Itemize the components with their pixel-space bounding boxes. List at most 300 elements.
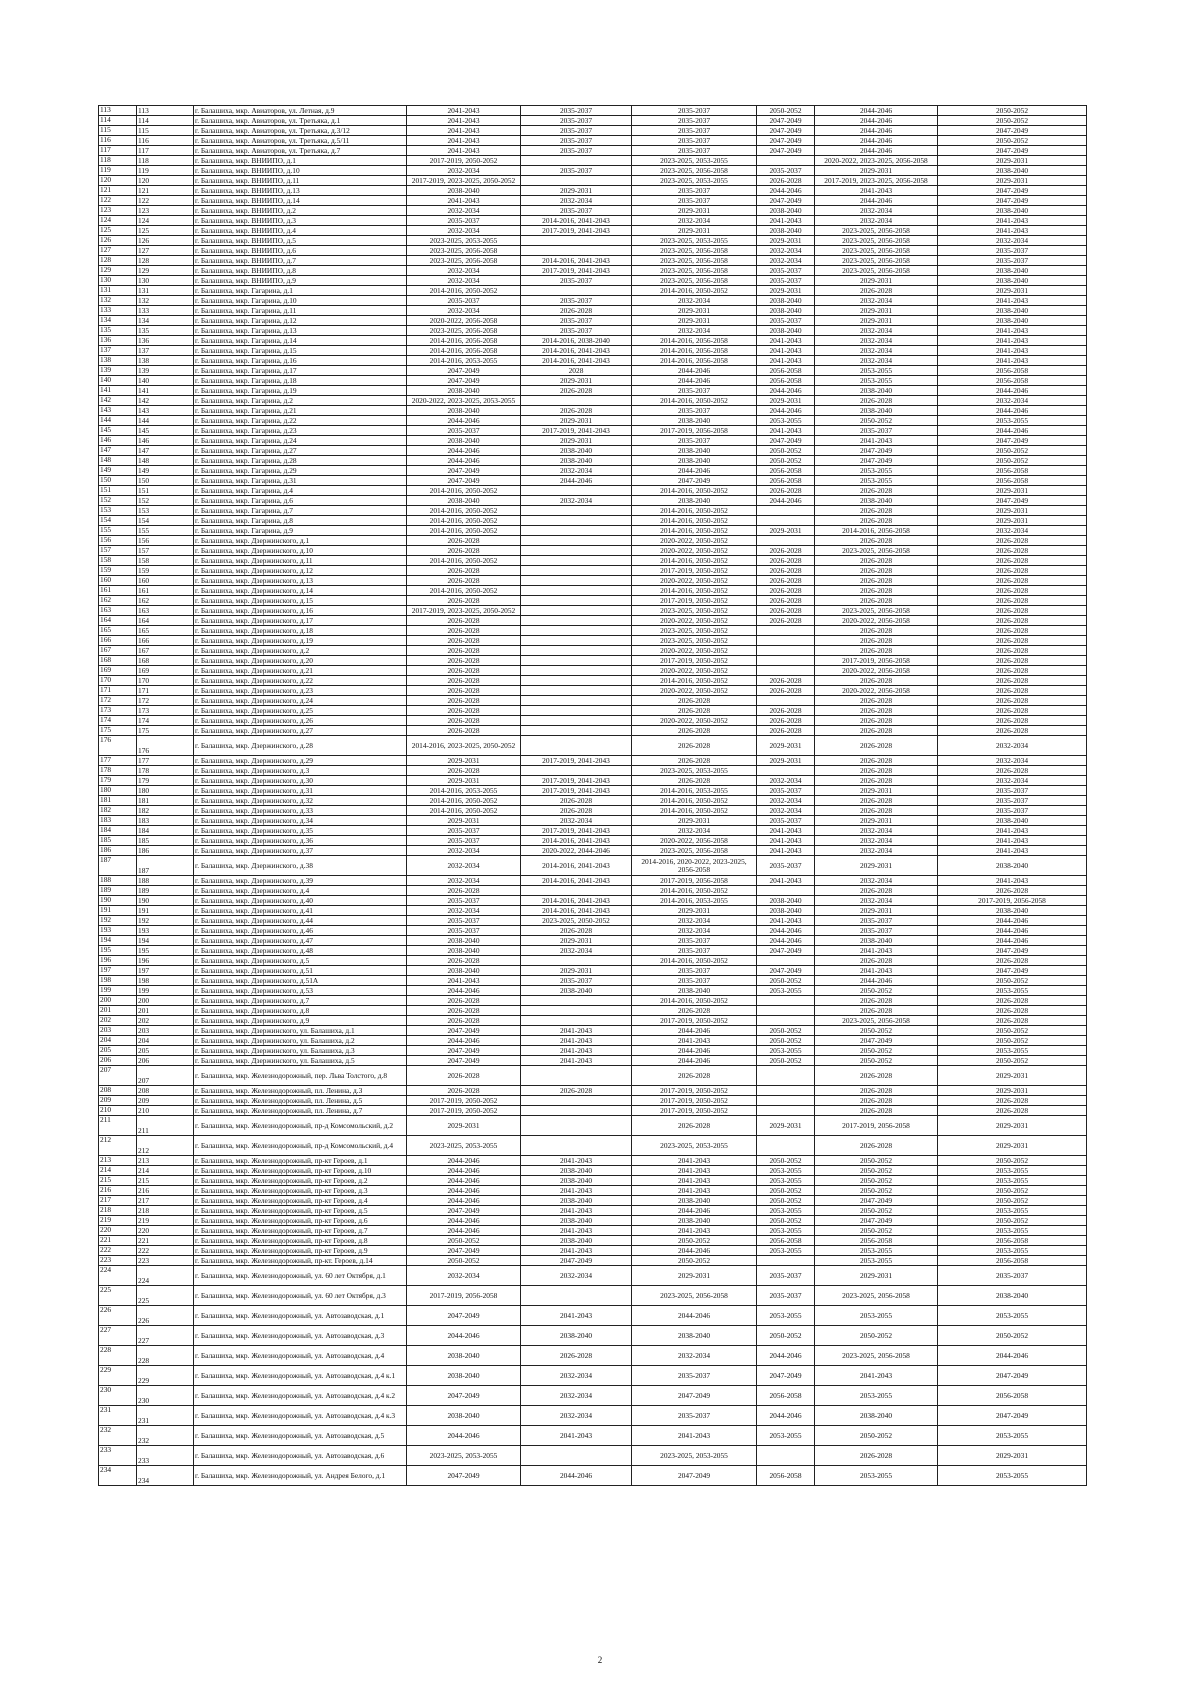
cell-period-e: 2044-2046 [815,146,938,156]
cell-period-b: 2035-2037 [521,136,632,146]
cell-period-b: 2014-2016, 2041-2043 [521,906,632,916]
cell-address: г. Балашиха, мкр. Дзержинского, д.10 [194,546,407,556]
cell-row-index: 146 [99,436,137,446]
cell-record-number: 219 [137,1216,194,1226]
cell-record-number: 172 [137,696,194,706]
cell-record-number: 203 [137,1026,194,1036]
cell-period-b: 2032-2034 [521,1366,632,1386]
cell-address: г. Балашиха, мкр. Дзержинского, д.2 [194,646,407,656]
cell-row-index: 159 [99,566,137,576]
cell-record-number: 162 [137,596,194,606]
cell-row-index: 119 [99,166,137,176]
table-row [99,1116,1087,1136]
cell-period-a: 2038-2040 [407,436,521,446]
cell-address: г. Балашиха, мкр. Железнодорожный, ул. Автозаводская, д.3 [194,1326,407,1346]
cell-row-index: 222 [99,1246,137,1256]
cell-period-a: 2026-2028 [407,596,521,606]
cell-period-f: 2026-2028 [938,636,1087,646]
cell-period-f: 2029-2031 [938,286,1087,296]
cell-period-e: 2029-2031 [815,166,938,176]
cell-address: г. Балашиха, мкр. Дзержинского, д.16 [194,606,407,616]
cell-period-e: 2044-2046 [815,136,938,146]
cell-period-f: 2041-2043 [938,876,1087,886]
cell-period-a: 2014-2016, 2050-2052 [407,556,521,566]
cell-period-f: 2038-2040 [938,206,1087,216]
cell-period-b [521,246,632,256]
table-row [99,1166,1087,1176]
table-row [99,986,1087,996]
table-row [99,506,1087,516]
table-row [99,336,1087,346]
cell-period-b [521,706,632,716]
cell-record-number: 159 [137,566,194,576]
cell-period-c: 2023-2025, 2056-2058 [632,846,757,856]
cell-period-f: 2050-2052 [938,106,1087,116]
cell-period-c: 2047-2049 [632,1386,757,1406]
cell-period-a: 2014-2016, 2050-2052 [407,516,521,526]
cell-period-e: 2023-2025, 2056-2058 [815,256,938,266]
table-row [99,156,1087,166]
cell-period-f: 2050-2052 [938,116,1087,126]
cell-record-number: 204 [137,1036,194,1046]
cell-period-b [521,586,632,596]
table-row [99,546,1087,556]
cell-record-number: 124 [137,216,194,226]
cell-record-number: 198 [137,976,194,986]
cell-period-e: 2017-2019, 2023-2025, 2056-2058 [815,176,938,186]
cell-address: г. Балашиха, мкр. Дзержинского, д.17 [194,616,407,626]
cell-address: г. Балашиха, мкр. Железнодорожный, пр-кт Героев, д.8 [194,1236,407,1246]
cell-address: г. Балашиха, мкр. Авиаторов, ул. Третьяка, д.5/11 [194,136,407,146]
cell-period-a: 2026-2028 [407,996,521,1006]
cell-period-a: 2023-2025, 2053-2055 [407,1446,521,1466]
cell-period-d: 2044-2046 [757,1346,815,1366]
cell-period-d: 2035-2037 [757,856,815,876]
cell-address: г. Балашиха, мкр. Железнодорожный, пл. Ленина, д.3 [194,1086,407,1096]
cell-record-number: 164 [137,616,194,626]
cell-period-c: 2026-2028 [632,726,757,736]
cell-period-b [521,1286,632,1306]
cell-record-number: 140 [137,376,194,386]
cell-period-c: 2014-2016, 2056-2058 [632,356,757,366]
table-row [99,1246,1087,1256]
cell-period-f: 2026-2028 [938,956,1087,966]
cell-period-c: 2020-2022, 2050-2052 [632,686,757,696]
cell-row-index: 233 [99,1446,137,1466]
cell-row-index: 158 [99,556,137,566]
cell-period-d: 2038-2040 [757,206,815,216]
cell-address: г. Балашиха, мкр. Гагарина, д.9 [194,526,407,536]
cell-row-index: 205 [99,1046,137,1056]
cell-period-f: 2032-2034 [938,526,1087,536]
cell-period-d: 2041-2043 [757,826,815,836]
cell-period-b [521,726,632,736]
cell-period-c: 2023-2025, 2050-2052 [632,606,757,616]
table-row [99,266,1087,276]
table-row [99,766,1087,776]
cell-period-b: 2032-2034 [521,1266,632,1286]
cell-period-a: 2017-2019, 2050-2052 [407,156,521,166]
cell-period-e: 2044-2046 [815,976,938,986]
cell-period-f: 2026-2028 [938,546,1087,556]
cell-period-b: 2026-2028 [521,306,632,316]
cell-period-c: 2035-2037 [632,936,757,946]
table-row [99,976,1087,986]
cell-period-b [521,1016,632,1026]
cell-period-d: 2026-2028 [757,686,815,696]
table-row [99,516,1087,526]
cell-period-a: 2017-2019, 2056-2058 [407,1286,521,1306]
cell-period-a: 2020-2022, 2056-2058 [407,316,521,326]
cell-period-a: 2014-2016, 2056-2058 [407,336,521,346]
cell-address: г. Балашиха, мкр. Дзержинского, ул. Балашиха, д.2 [194,1036,407,1046]
cell-record-number: 195 [137,946,194,956]
cell-record-number: 180 [137,786,194,796]
cell-period-f: 2056-2058 [938,466,1087,476]
cell-row-index: 201 [99,1006,137,1016]
register-table-container [98,105,1086,1486]
cell-period-f: 2026-2028 [938,576,1087,586]
cell-period-f: 2035-2037 [938,1266,1087,1286]
cell-period-f: 2035-2037 [938,246,1087,256]
cell-period-d: 2050-2052 [757,106,815,116]
cell-period-c: 2035-2037 [632,436,757,446]
cell-period-e: 2023-2025, 2056-2058 [815,266,938,276]
cell-period-e: 2053-2055 [815,466,938,476]
cell-row-index: 150 [99,476,137,486]
cell-period-f: 2044-2046 [938,936,1087,946]
cell-period-b [521,736,632,756]
cell-row-index: 155 [99,526,137,536]
cell-period-f: 2026-2028 [938,726,1087,736]
cell-record-number: 136 [137,336,194,346]
table-body [99,106,1087,1486]
cell-period-f: 2038-2040 [938,1286,1087,1306]
cell-row-index: 216 [99,1186,137,1196]
cell-period-e: 2050-2052 [815,1166,938,1176]
cell-period-b: 2038-2040 [521,1176,632,1186]
cell-row-index: 173 [99,706,137,716]
cell-address: г. Балашиха, мкр. Железнодорожный, пр-кт Героев, д.1 [194,1156,407,1166]
cell-period-f: 2050-2052 [938,1056,1087,1066]
cell-row-index: 117 [99,146,137,156]
cell-period-d [757,1136,815,1156]
cell-period-d: 2032-2034 [757,806,815,816]
cell-row-index: 124 [99,216,137,226]
cell-period-c: 2023-2025, 2053-2055 [632,1136,757,1156]
cell-address: г. Балашиха, мкр. ВНИИПО, д.7 [194,256,407,266]
cell-period-e: 2026-2028 [815,576,938,586]
cell-period-a: 2026-2028 [407,636,521,646]
table-row [99,606,1087,616]
cell-record-number: 137 [137,346,194,356]
cell-period-c: 2014-2016, 2050-2052 [632,996,757,1006]
cell-address: г. Балашиха, мкр. Дзержинского, д.29 [194,756,407,766]
cell-period-c: 2026-2028 [632,706,757,716]
cell-period-c: 2035-2037 [632,1366,757,1386]
table-row [99,796,1087,806]
cell-period-d [757,766,815,776]
cell-period-c: 2038-2040 [632,1196,757,1206]
cell-period-c: 2017-2019, 2050-2052 [632,1086,757,1096]
cell-period-a: 2026-2028 [407,616,521,626]
cell-period-d: 2041-2043 [757,916,815,926]
table-row [99,116,1087,126]
cell-period-b: 2017-2019, 2041-2043 [521,756,632,766]
table-row [99,416,1087,426]
cell-period-c: 2035-2037 [632,146,757,156]
cell-period-a: 2029-2031 [407,816,521,826]
cell-address: г. Балашиха, мкр. ВНИИПО, д.11 [194,176,407,186]
cell-row-index: 135 [99,326,137,336]
cell-period-e: 2050-2052 [815,1156,938,1166]
cell-period-b [521,176,632,186]
cell-address: г. Балашиха, мкр. Дзержинского, д.25 [194,706,407,716]
cell-period-f: 2026-2028 [938,686,1087,696]
cell-period-f: 2047-2049 [938,196,1087,206]
cell-period-d: 2047-2049 [757,196,815,206]
cell-address: г. Балашиха, мкр. ВНИИПО, д.8 [194,266,407,276]
table-row [99,1106,1087,1116]
cell-period-b: 2026-2028 [521,1086,632,1096]
cell-row-index: 136 [99,336,137,346]
cell-period-b: 2029-2031 [521,376,632,386]
cell-address: г. Балашиха, мкр. Гагарина, д.1 [194,286,407,296]
cell-period-f: 2047-2049 [938,496,1087,506]
cell-period-d: 2047-2049 [757,1366,815,1386]
cell-period-f: 2056-2058 [938,376,1087,386]
cell-period-c: 2035-2037 [632,116,757,126]
table-row [99,1016,1087,1026]
cell-period-c: 2044-2046 [632,1056,757,1066]
cell-record-number: 187 [137,856,194,876]
table-row [99,446,1087,456]
cell-period-f: 2038-2040 [938,276,1087,286]
page-number: 2 [597,1655,603,1665]
cell-address: г. Балашиха, мкр. ВНИИПО, д.2 [194,206,407,216]
cell-period-d: 2056-2058 [757,376,815,386]
cell-period-b [521,526,632,536]
cell-address: г. Балашиха, мкр. Дзержинского, д.31 [194,786,407,796]
cell-period-f: 2041-2043 [938,356,1087,366]
cell-period-a: 2032-2034 [407,306,521,316]
cell-period-a: 2014-2016, 2050-2052 [407,486,521,496]
cell-period-f: 2053-2055 [938,1226,1087,1236]
cell-address: г. Балашиха, мкр. Гагарина, д.8 [194,516,407,526]
cell-period-c: 2014-2016, 2050-2052 [632,586,757,596]
cell-period-a: 2044-2046 [407,1036,521,1046]
cell-period-a: 2032-2034 [407,166,521,176]
cell-period-a: 2038-2040 [407,1366,521,1386]
cell-row-index: 122 [99,196,137,206]
cell-period-f: 2056-2058 [938,476,1087,486]
cell-period-a: 2038-2040 [407,1406,521,1426]
cell-address: г. Балашиха, мкр. Дзержинского, д.41 [194,906,407,916]
cell-period-e: 2026-2028 [815,1006,938,1016]
cell-period-e: 2026-2028 [815,486,938,496]
cell-record-number: 135 [137,326,194,336]
cell-period-b [521,536,632,546]
cell-period-d: 2056-2058 [757,1386,815,1406]
cell-period-a: 2044-2046 [407,1196,521,1206]
cell-row-index: 203 [99,1026,137,1036]
cell-period-a: 2026-2028 [407,626,521,636]
cell-record-number: 217 [137,1196,194,1206]
cell-period-a: 2017-2019, 2023-2025, 2050-2052 [407,176,521,186]
table-row [99,286,1087,296]
cell-address: г. Балашиха, мкр. Гагарина, д.31 [194,476,407,486]
cell-period-a: 2023-2025, 2056-2058 [407,326,521,336]
cell-period-b: 2041-2043 [521,1186,632,1196]
cell-record-number: 129 [137,266,194,276]
cell-period-c: 2023-2025, 2056-2058 [632,1286,757,1306]
cell-period-f: 2026-2028 [938,716,1087,726]
cell-period-d: 2035-2037 [757,276,815,286]
cell-address: г. Балашиха, мкр. Гагарина, д.23 [194,426,407,436]
cell-period-f: 2050-2052 [938,136,1087,146]
cell-period-f: 2032-2034 [938,736,1087,756]
cell-period-a: 2044-2046 [407,446,521,456]
cell-record-number: 128 [137,256,194,266]
cell-record-number: 221 [137,1236,194,1246]
cell-period-d: 2041-2043 [757,346,815,356]
cell-period-f: 2050-2052 [938,446,1087,456]
cell-period-a: 2035-2037 [407,426,521,436]
cell-period-a: 2047-2049 [407,1386,521,1406]
cell-row-index: 207 [99,1066,137,1086]
cell-period-c: 2035-2037 [632,386,757,396]
cell-period-a: 2026-2028 [407,646,521,656]
table-row [99,656,1087,666]
cell-period-c: 2020-2022, 2050-2052 [632,616,757,626]
cell-period-c: 2014-2016, 2050-2052 [632,396,757,406]
cell-address: г. Балашиха, мкр. Дзержинского, ул. Балашиха, д.1 [194,1026,407,1036]
cell-period-a: 2041-2043 [407,976,521,986]
cell-row-index: 228 [99,1346,137,1366]
cell-period-d: 2026-2028 [757,596,815,606]
cell-period-e: 2026-2028 [815,766,938,776]
cell-period-b: 2029-2031 [521,436,632,446]
cell-period-b: 2026-2028 [521,806,632,816]
cell-period-f: 2026-2028 [938,656,1087,666]
cell-period-a: 2029-2031 [407,756,521,766]
cell-row-index: 221 [99,1236,137,1246]
cell-period-c: 2041-2043 [632,1186,757,1196]
cell-period-d [757,1086,815,1096]
table-row [99,706,1087,716]
cell-period-b: 2038-2040 [521,456,632,466]
cell-row-index: 145 [99,426,137,436]
cell-record-number: 117 [137,146,194,156]
cell-row-index: 168 [99,656,137,666]
cell-period-f: 2029-2031 [938,1086,1087,1096]
table-row [99,1236,1087,1246]
cell-period-c: 2029-2031 [632,206,757,216]
cell-record-number: 155 [137,526,194,536]
cell-record-number: 188 [137,876,194,886]
cell-period-c: 2026-2028 [632,736,757,756]
cell-period-d: 2053-2055 [757,1166,815,1176]
cell-period-d: 2050-2052 [757,446,815,456]
cell-period-a: 2017-2019, 2023-2025, 2050-2052 [407,606,521,616]
cell-period-c: 2017-2019, 2056-2058 [632,876,757,886]
cell-period-b: 2044-2046 [521,476,632,486]
cell-record-number: 131 [137,286,194,296]
cell-record-number: 144 [137,416,194,426]
cell-address: г. Балашиха, мкр. ВНИИПО, д.10 [194,166,407,176]
cell-period-b: 2026-2028 [521,926,632,936]
cell-record-number: 199 [137,986,194,996]
cell-period-e: 2026-2028 [815,736,938,756]
cell-period-c: 2029-2031 [632,906,757,916]
table-row [99,436,1087,446]
cell-period-d [757,1096,815,1106]
cell-record-number: 181 [137,796,194,806]
cell-period-e: 2023-2025, 2056-2058 [815,226,938,236]
cell-row-index: 193 [99,926,137,936]
cell-period-d [757,156,815,166]
cell-period-d: 2038-2040 [757,326,815,336]
cell-period-d: 2026-2028 [757,726,815,736]
cell-period-a: 2050-2052 [407,1256,521,1266]
cell-address: г. Балашиха, мкр. Дзержинского, д.51 [194,966,407,976]
cell-period-e: 2038-2040 [815,936,938,946]
cell-period-b: 2026-2028 [521,796,632,806]
cell-period-e: 2050-2052 [815,1186,938,1196]
cell-period-d: 2056-2058 [757,1236,815,1246]
cell-period-c: 2023-2025, 2053-2055 [632,1446,757,1466]
cell-period-e: 2026-2028 [815,716,938,726]
cell-period-f: 2044-2046 [938,386,1087,396]
cell-row-index: 188 [99,876,137,886]
cell-row-index: 202 [99,1016,137,1026]
cell-period-d: 2056-2058 [757,366,815,376]
table-row [99,296,1087,306]
cell-period-a: 2041-2043 [407,126,521,136]
cell-period-f: 2026-2028 [938,586,1087,596]
cell-address: г. Балашиха, мкр. Гагарина, д.22 [194,416,407,426]
cell-period-d: 2053-2055 [757,1206,815,1216]
cell-period-a: 2047-2049 [407,1466,521,1486]
cell-address: г. Балашиха, мкр. Дзержинского, д.38 [194,856,407,876]
cell-period-d: 2047-2049 [757,126,815,136]
cell-period-b: 2017-2019, 2041-2043 [521,786,632,796]
cell-row-index: 191 [99,906,137,916]
table-row [99,1086,1087,1096]
cell-period-c: 2014-2016, 2050-2052 [632,286,757,296]
cell-record-number: 168 [137,656,194,666]
cell-address: г. Балашиха, мкр. Дзержинского, д.28 [194,736,407,756]
cell-period-a: 2023-2025, 2056-2058 [407,246,521,256]
cell-address: г. Балашиха, мкр. Гагарина, д.13 [194,326,407,336]
cell-period-e: 2026-2028 [815,1446,938,1466]
cell-record-number: 122 [137,196,194,206]
cell-period-b: 2017-2019, 2041-2043 [521,826,632,836]
cell-period-b: 2038-2040 [521,446,632,456]
cell-address: г. Балашиха, мкр. Дзержинского, д.5 [194,956,407,966]
cell-period-a: 2026-2028 [407,686,521,696]
table-row [99,486,1087,496]
cell-period-f: 2026-2028 [938,566,1087,576]
cell-period-a: 2047-2049 [407,1026,521,1036]
cell-period-a: 2014-2016, 2053-2055 [407,786,521,796]
cell-period-d: 2050-2052 [757,1056,815,1066]
cell-period-e: 2026-2028 [815,696,938,706]
cell-period-d [757,696,815,706]
cell-period-e: 2026-2028 [815,596,938,606]
cell-period-b: 2029-2031 [521,966,632,976]
cell-period-e: 2032-2034 [815,326,938,336]
